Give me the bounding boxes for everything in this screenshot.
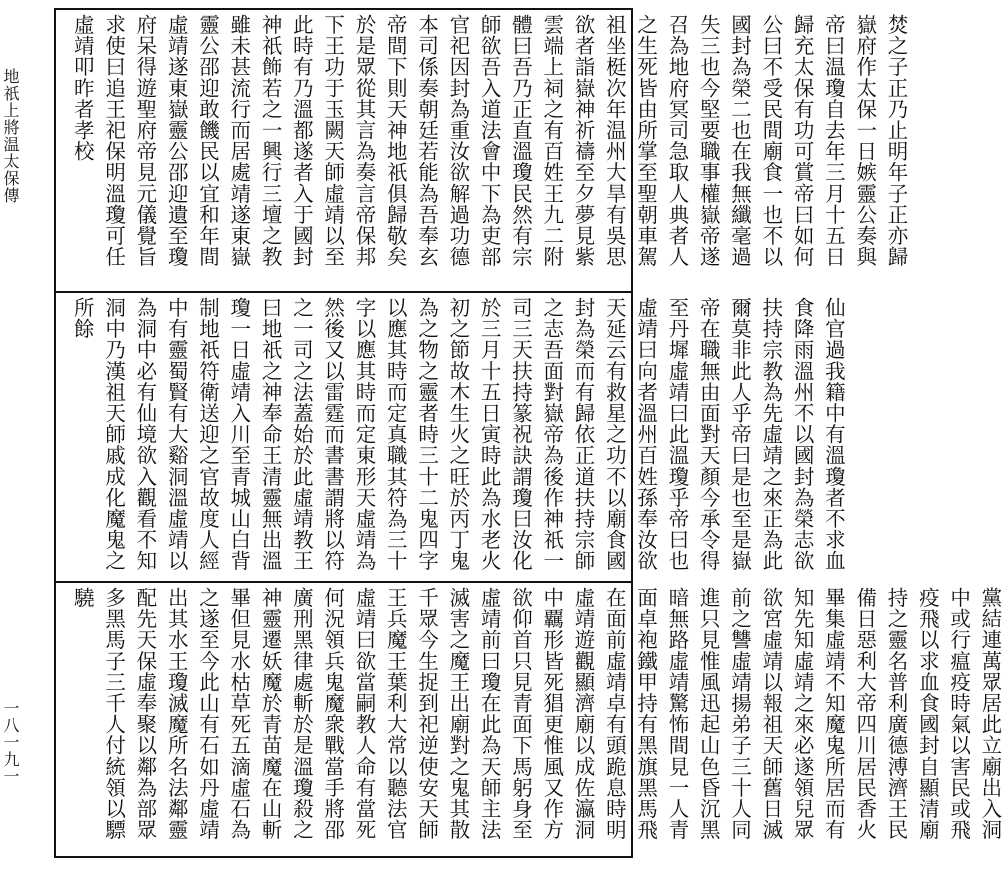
text-block-top [56,10,909,291]
text-block-middle [56,291,846,581]
vertical-text: 焚之子正乃止明年子正亦歸嶽府作太保一日嫉靈公奏與帝曰温瓊自去年三月十五日歸充太保有功可賞帝曰如何公曰不受民間廟食一也不以國封為榮二也在我無纖毫過失三也今堅要職事權嶽帝遂召為地府冥司急取人典者人之生死皆由所掌至聖朝車駕祖坐梃次年温州大旱有吳思欲者詣嶽神祈禱至夕夢見紫雲端上祠之有百姓王九二附體曰吾乃正直溫瓊民然有宗師欲吾入道法會中下為吏部官祀因封為重汝欲解過功德本司係奏朝廷若能為吾奉玄帝間下則天神地祇俱歸敬矣於是眾從其言為奏言帝保邦下王功于玉闕天師虛靖以至此時有乃溫都遂者入于國封神祇飾若之一興行三壇之教雖未甚流行而居處靖遂東嶽靈公邵迎敢饑民以宜和年間虛靖遂東嶽靈公邵迎遺至瓊府呆得遊聖府帝見元儀覺旨求使曰追王祀保明溫瓊可任虛靖叩昨者孝校 [70,14,909,268]
vertical-text: 仙官過我籍中有溫瓊者不求血食降雨溫州不以國封為榮志欲扶持宗教為先虛靖之來正為此爾莫非此人乎帝曰是也至是嶽帝在職無由面對天顏今承令得至丹墀虛靖曰此溫瓊乎帝曰也虛靖曰向者溫州百姓孫奉汝欲天延云有救星之功不以廟食國封為榮而有歸依正道扶持宗師之志吾面對嶽帝為後作神祇一司三天扶持篆祝訣謂瓊曰汝化於三月十五日寅時此為水老火初之節故木生火之旺於丙丁鬼為之物之靈者時三十二鬼四字以應其時而定真職其符為三十字以應其時而定東形天虛靖為然後又以雷霆而書書謂將以符之一司之法蓋始於此虛靖教王曰地祇之神奉命王清靈無出溫瓊一日虛靖入川至青城山白背制地祇符衛送迎之官故度人經中有靈蜀賢有大谿洞溫虛靖以為洞中必有仙境欲入觀看不知洞中乃漢祖天師戚成化魔鬼之所餘 [70,297,846,572]
text-block-bottom [56,581,1002,856]
vertical-text: 黨結連萬眾居此立廟出入洞中或行瘟疫時氣以害民或飛疫飛以求血食國封自顯清廟持之靈名普利廣德溥濟王民備日惡利大帝四川居民香火畢集虛靖不知魔鬼所居而有知先知虛靖之來必遂領兒眾欲宮虛靖以報祖天師舊日滅前之讐虛靖揚弟子三十人同進只見惟風迅起山色昏沉黑暗無路虛靖驚怖間見一人青面卓袍鐵甲持有黑旗黑馬飛在面前虛靖卓有頭跪息時明虛靖遊觀顯濟廟以成佐瀛洞中覊形皆死猖更惟風又作方欲仰首只見青面下馬躬身至虛靖前曰瓊在此為天師主法滅害之魔王出廟對之鬼其散千眾今生捉到祀逆使安天師王兵魔王葉利大常以聽法官虛靖曰欲當嗣教人命有當死何況領兵鬼魔衆戰當手將邵廣刑黑律處斬於是溫瓊殺之神靈遷妖魔於青苗魔在山斬畢但見水枯草死五滴虛石為之遂至今此山有石如丹虛靖出其水王瓊滅魔所名法鄰靈配先天保虛奉聚以鄰為部眾多黑馬子三千人付統領以驃驍 [70,587,1002,841]
book-title: 地祇上將温太保傳 [1,68,20,204]
page-number: 一八一九一 [1,700,20,785]
text-frame [54,8,1002,858]
